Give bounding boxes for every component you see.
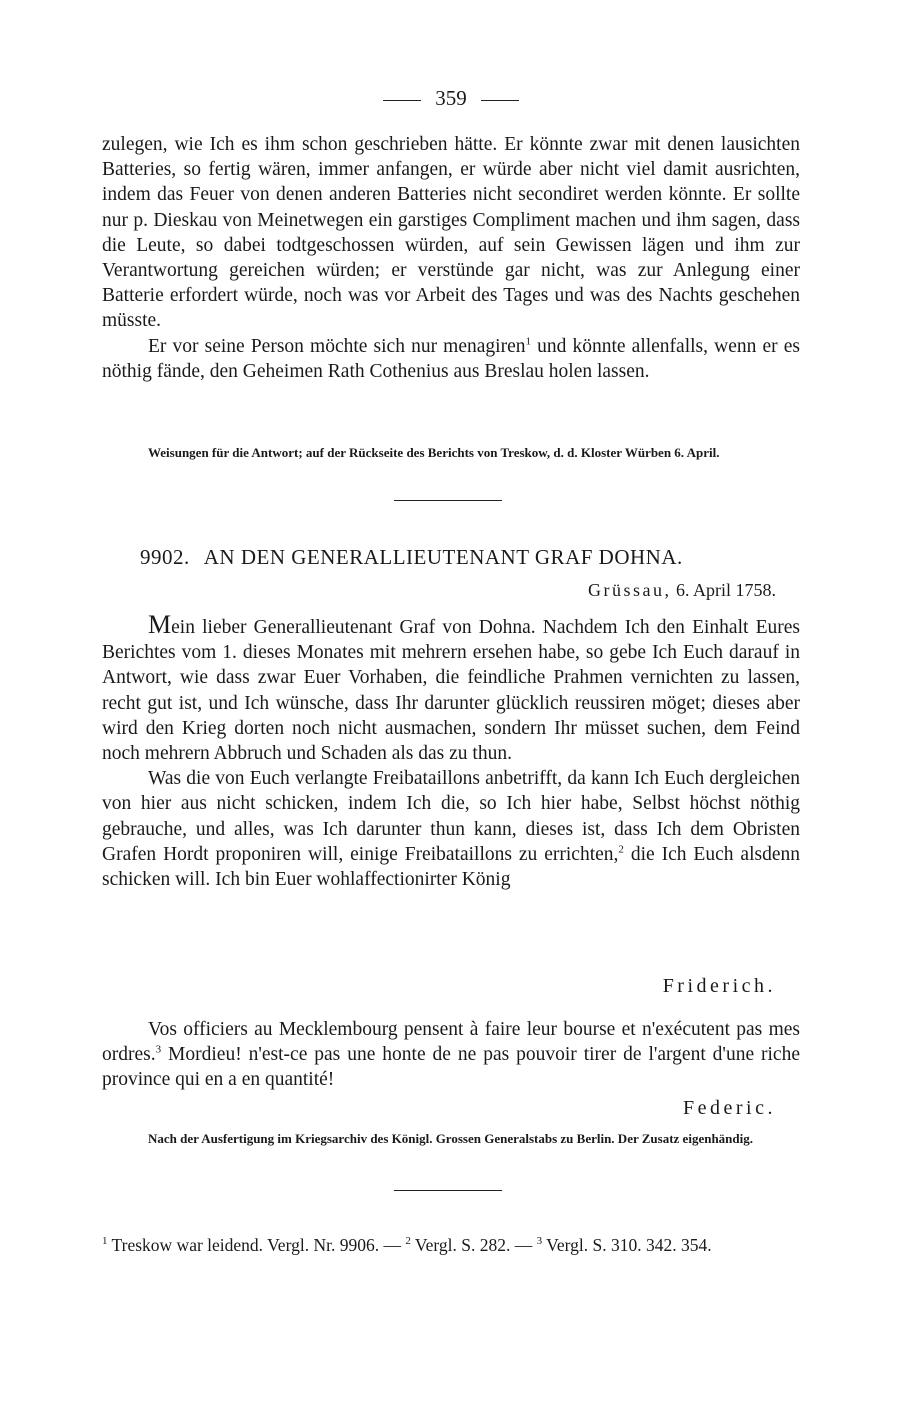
footnotes	[102, 1233, 800, 1258]
letter-place: Grüssau,	[587, 580, 672, 600]
section-divider-1	[394, 500, 502, 501]
page-header	[102, 86, 800, 111]
place-date-line	[588, 580, 776, 601]
footnote-ref-3: 3	[155, 1043, 162, 1056]
letter-heading	[140, 545, 683, 570]
letter-paragraph-1: Mein lieber Generallieutenant Graf von Dohna. Nachdem Ich den Einhalt Eures Berichtes vom 1. dieses Monates mit mehrern ersehen habe, so gebe Ich Euch darauf in Antwort, wie dass zwar Euer Vorhaben, die feindliche Prahmen vernichten zu lassen, recht gut ist, und Ich wünsche, dass Ihr darunter glücklich reussiren möget; dieses aber wird den Krieg dorten noch nicht ausmachen, sondern Ihr müsset suchen, dem Feind noch mehrern Abbruch und Schaden als das zu thun.	[102, 610, 800, 765]
letter-paragraph-2: Was die von Euch verlangte Freibataillons anbetrifft, da kann Ich Euch dergleichen von hier aus nicht schicken, indem Ich die, so Ich hier habe, Selbst höchst nöthig gebrauche, und alles, was Ich darunter thun kann, dieses ist, dass Ich dem Obristen Grafen Hordt proponiren will, einige Freibataillons zu errichten,$^2$ die Ich Euch alsdenn schicken will. Ich bin Euer wohlaffectionirter König	[102, 768, 800, 891]
footnote-3: Vergl. S. 310. 342. 354.	[542, 1235, 712, 1255]
postscript-paragraph: Vos officiers au Mecklembourg pensent à faire leur bourse et n'exécutent pas mes ordres.$^3$ Mordieu! n'est-ce pas une honte de ne pas pouvoir tirer de l'argent d'une riche province qui en a en quantité!	[102, 1019, 800, 1091]
letter-source-note	[102, 1131, 800, 1147]
footnote-mark-1: 1	[102, 1235, 108, 1248]
initial-letter: M	[148, 610, 172, 639]
footnote-mark-3: 3	[536, 1235, 543, 1248]
page-number: 359	[435, 86, 467, 110]
footnote-ref-1: 1	[525, 335, 531, 348]
previous-letter-note	[102, 445, 800, 461]
footnote-ref-2: 2	[618, 843, 624, 856]
header-dash-right	[481, 100, 519, 101]
section-divider-2	[394, 1190, 502, 1191]
signature-friderich: Friderich.	[662, 975, 776, 997]
footnote-2: Vergl. S. 282. —	[410, 1235, 537, 1255]
previous-letter-paragraph-2: Er vor seine Person möchte sich nur menagiren$^1$ und könnte allenfalls, wenn er es nöthig fände, den Geheimen Rath Cothenius aus Breslau holen lassen.	[102, 335, 800, 382]
postscript	[102, 1017, 800, 1093]
previous-letter-paragraph-1: zulegen, wie Ich es ihm schon geschrieben hätte. Er könnte zwar mit denen lausichten Batteries, so fertig wären, immer anfangen, er würde aber nicht viel damit ausrichten, indem das Feuer von denen anderen Batteries nicht secondiret werden könnte. Er sollte nur p. Dieskau von Meinetwegen ein garstiges Compliment machen und ihm sagen, dass die Leute, so dabei todtgeschossen würden, auf sein Gewissen lägen und ihm zur Verantwortung gereichen würden; er verstünde gar nicht, was zur Anlegung einer Batterie erfordert würde, noch was vor Arbeit des Tages und was des Nachts geschehen müsste.	[102, 134, 800, 332]
footnote-1: Treskow war leidend. Vergl. Nr. 9906. —	[107, 1235, 406, 1255]
letter-recipient: AN DEN GENERALLIEUTENANT GRAF DOHNA.	[203, 545, 683, 569]
previous-letter-ending	[102, 132, 800, 384]
footnote-mark-2: 2	[405, 1235, 411, 1248]
signature-federic: Federic.	[683, 1097, 776, 1119]
letter-date: 6. April 1758.	[675, 580, 776, 600]
editorial-note-1: Weisungen für die Antwort; auf der Rückseite des Berichts von Treskow, d. d. Kloster Würben 6. April.	[148, 445, 720, 460]
header-dash-left	[383, 100, 421, 101]
editorial-note-2: Nach der Ausfertigung im Kriegsarchiv des Königl. Grossen Generalstabs zu Berlin. Der Zusatz eigenhändig.	[148, 1131, 753, 1146]
letter-number: 9902.	[140, 545, 190, 569]
letter-body	[102, 612, 800, 892]
